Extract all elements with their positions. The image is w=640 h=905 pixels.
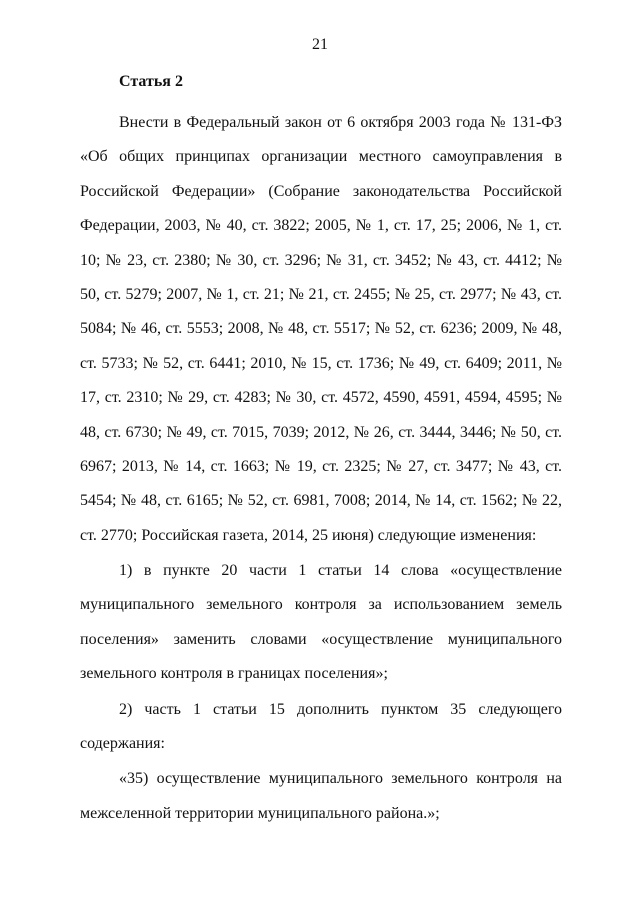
paragraph-amendment-intro: Внести в Федеральный закон от 6 октября 2003 года № 131-ФЗ «Об общих принципах организации местного самоуправления в Российской Федерации» (Собрание законодательства Российской Федерации, 2003, № 40, ст. 3822; 2005, № 1, ст. 17, 25; 2006, № 1, ст. 10; № 23, ст. 2380; № 30, ст. 3296; № 31, ст. 3452; № 43, ст. 4412; № 50, ст. 5279; 2007, № 1, ст. 21; № 21, ст. 2455; № 25, ст. 2977; № 43, ст. 5084; № 46, ст. 5553; 2008, № 48, ст. 5517; № 52, ст. 6236; 2009, № 48, ст. 5733; № 52, ст. 6441; 2010, № 15, ст. 1736; № 49, ст. 6409; 2011, № 17, ст. 2310; № 29, ст. 4283; № 30, ст. 4572, 4590, 4591, 4594, 4595; № 48, ст. 6730; № 49, ст. 7015, 7039; 2012, № 26, ст. 3444, 3446; № 50, ст. 6967; 2013, № 14, ст. 1663; № 19, ст. 2325; № 27, ст. 3477; № 43, ст. 5454; № 48, ст. 6165; № 52, ст. 6981, 7008; 2014, № 14, ст. 1562; № 22, ст. 2770; Российская газета, 2014, 25 июня) следующие изменения: xyxy=(80,114,562,544)
article-heading: Статья 2 xyxy=(119,73,183,90)
document-body xyxy=(80,106,562,831)
paragraph-item-1: 1) в пункте 20 части 1 статьи 14 слова «осуществление муниципального земельного контроля за использованием земель поселения» заменить словами «осуществление муниципального земельного контроля в границах поселения»; xyxy=(80,562,562,683)
paragraph-item-35: «35) осуществление муниципального земельного контроля на межселенной территории муниципального района.»; xyxy=(80,770,562,822)
page-number: 21 xyxy=(312,36,328,53)
paragraph-item-2: 2) часть 1 статьи 15 дополнить пунктом 35 следующего содержания: xyxy=(80,700,562,752)
